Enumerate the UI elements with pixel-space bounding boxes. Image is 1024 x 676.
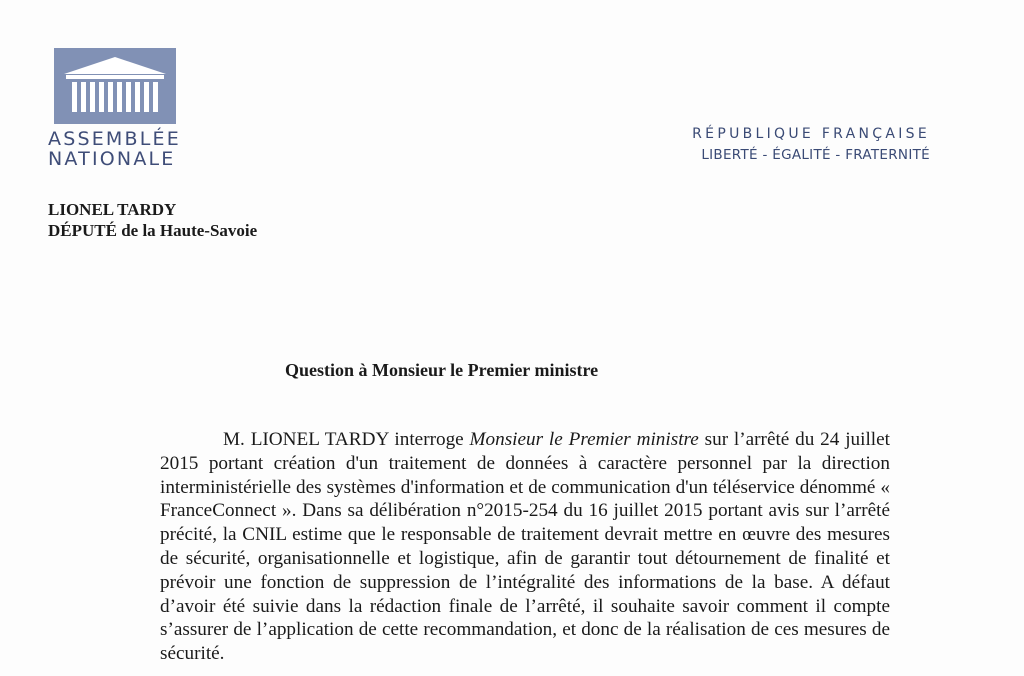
author-title: DÉPUTÉ de la Haute-Savoie xyxy=(48,221,258,240)
institution-name-line2: NATIONALE xyxy=(48,148,176,170)
question-text-before: M. LIONEL TARDY interroge xyxy=(223,429,470,450)
institution-name-line1: ASSEMBLÉE xyxy=(48,128,181,150)
assemblee-nationale-logo-icon xyxy=(54,48,176,124)
question-text-after: sur l’arrêté du 24 juillet 2015 portant création d'un traitement de données à caractère personnel par la direction interministérielle des systèmes d'information et de communication d'un téléservice dénommé « FranceConnect ». Dans sa délibération n°2015-254 du 16 juillet 2015 portant avis sur l’arrêté précité, la CNIL estime que le responsable de traitement devrait mettre en œuvre des mesures de sécurité, organisationnelle et logistique, afin de garantir tout détournement de finalité et prévoir une fonction de suppression de l’intégralité des informations de la base. A défaut d’avoir été suivie dans la rédaction finale de l’arrêté, il souhaite savoir comment il compte s’assurer de l’application de cette recommandation, et donc de la réalisation de ces mesures de sécurité. xyxy=(160,429,890,665)
question-addressee: Monsieur le Premier ministre xyxy=(469,429,699,450)
republic-header xyxy=(692,124,930,166)
author-block xyxy=(48,199,257,241)
author-name: LIONEL TARDY xyxy=(48,200,177,219)
question-title: Question à Monsieur le Premier ministre xyxy=(285,360,599,380)
question-body xyxy=(160,428,890,666)
republic-name: RÉPUBLIQUE FRANÇAISE xyxy=(692,126,930,142)
republic-motto: LIBERTÉ - ÉGALITÉ - FRATERNITÉ xyxy=(701,147,930,163)
